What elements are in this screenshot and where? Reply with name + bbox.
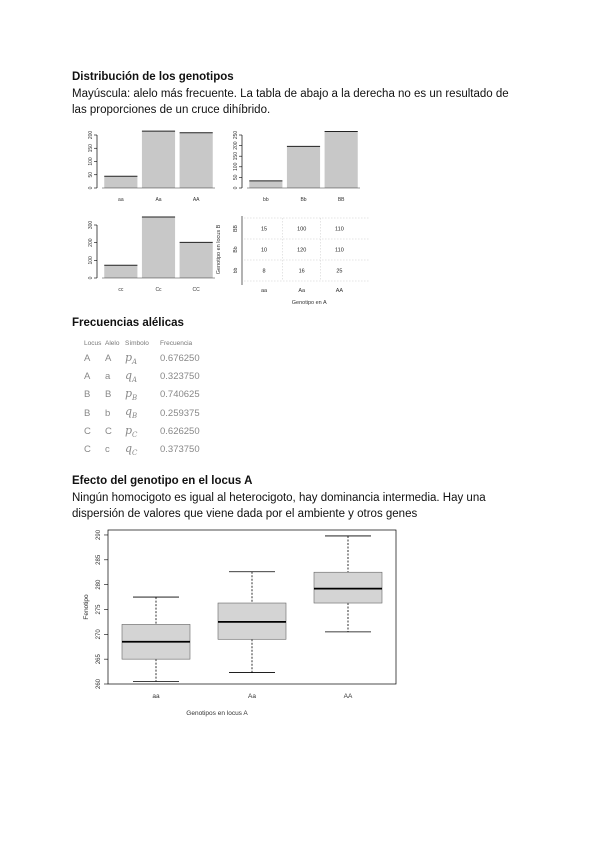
table-col-label: Aa	[298, 288, 306, 294]
symbol-cell: $q_B$	[125, 405, 138, 421]
header-locus: Locus	[84, 339, 102, 347]
y-tick-label: 0	[88, 186, 94, 190]
y-tick-label: 285	[96, 554, 102, 565]
x-tick-label: aa	[152, 693, 160, 700]
box-plot-locus-a	[78, 526, 404, 720]
y-tick-label: 200	[233, 141, 239, 150]
allele-frequency-table	[84, 337, 220, 459]
header-frequency: Frecuencia	[160, 339, 193, 347]
y-tick-label: 200	[88, 130, 94, 140]
y-tick-label: 100	[88, 157, 94, 166]
y-tick-label: 270	[96, 629, 102, 640]
x-axis-label: Genotipos en locus A	[186, 710, 248, 717]
x-tick-label: AA	[192, 197, 200, 203]
x-tick-label: Cc	[155, 287, 162, 293]
bar	[104, 176, 137, 188]
table-cell: 110	[335, 226, 344, 233]
allele-cell: c	[105, 444, 110, 456]
freq-table-row	[84, 367, 220, 385]
y-tick-label: 0	[233, 186, 239, 190]
symbol-cell: $p_C$	[125, 423, 138, 439]
y-tick-label: 280	[96, 579, 102, 590]
table-cell: 8	[262, 268, 266, 275]
freq-table-row	[84, 349, 220, 367]
frequency-cell: 0.676250	[160, 352, 200, 364]
table-cell: 120	[297, 247, 307, 254]
allele-cell: A	[105, 352, 112, 364]
x-tick-label: BB	[337, 197, 345, 203]
y-tick-label: 300	[88, 220, 94, 230]
y-tick-label: 50	[88, 171, 94, 178]
table-row-label: Bb	[233, 246, 239, 253]
y-tick-label: 0	[88, 276, 94, 280]
x-tick-label: CC	[192, 287, 200, 293]
table-cell: 10	[260, 247, 268, 254]
y-tick-label: 50	[233, 174, 239, 181]
frequency-cell: 0.323750	[160, 370, 200, 382]
table-xlabel: Genotipo en A	[291, 300, 327, 306]
table-cell: 15	[260, 226, 268, 233]
section-title-distribution: Distribución de los genotipos	[72, 71, 234, 83]
symbol-cell: $q_A$	[125, 368, 138, 385]
locus-cell: A	[84, 352, 91, 364]
bar-chart-c	[80, 212, 220, 294]
freq-table-row	[84, 422, 220, 440]
allele-cell: a	[105, 370, 111, 382]
section-text-effect: Ningún homocigoto es igual al heterocigoto, hay dominancia intermedia. Hay una dispersión de valores que viene dada por el ambiente y otros genes	[72, 492, 486, 520]
bar	[142, 217, 175, 278]
header-symbol: Símbolo	[125, 339, 149, 347]
freq-table-row	[84, 440, 220, 458]
y-tick-label: 200	[88, 238, 94, 247]
frequency-cell: 0.373750	[160, 444, 200, 456]
frequency-cell: 0.626250	[160, 425, 200, 437]
symbol-cell: $p_B$	[125, 387, 138, 403]
y-tick-label: 100	[88, 256, 94, 265]
table-cell: 110	[335, 247, 344, 254]
freq-table-row	[84, 386, 220, 404]
section-title-allelic: Frecuencias alélicas	[72, 317, 184, 329]
bar	[180, 242, 213, 278]
x-tick-label: AA	[343, 693, 353, 700]
bar	[142, 131, 175, 188]
bar-chart-b	[225, 122, 365, 204]
bar	[104, 265, 137, 278]
locus-cell: C	[84, 444, 91, 456]
symbol-cell: $p_A$	[125, 350, 138, 366]
section-title-effect: Efecto del genotipo en el locus A	[72, 475, 253, 487]
x-tick-label: cc	[118, 287, 124, 293]
table-col-label: aa	[260, 288, 268, 294]
box	[314, 572, 382, 603]
bar-chart-a	[80, 122, 220, 204]
table-cell: 100	[297, 226, 307, 233]
locus-cell: B	[84, 407, 91, 419]
locus-cell: C	[84, 425, 91, 437]
y-axis-label: Fenotipo	[83, 594, 90, 620]
x-tick-label: Bb	[300, 197, 307, 203]
genotype-table-ab	[210, 212, 370, 310]
table-row-label: BB	[233, 225, 239, 232]
allele-cell: C	[105, 425, 112, 437]
x-tick-label: aa	[118, 197, 124, 203]
freq-table-header	[84, 337, 220, 349]
bar	[325, 131, 358, 188]
y-tick-label: 150	[88, 144, 94, 153]
freq-table-row	[84, 404, 220, 422]
bar	[287, 146, 320, 188]
table-ylabel: Genotipo en locus B	[216, 224, 222, 275]
symbol-cell: $q_C$	[125, 442, 138, 458]
y-tick-label: 250	[233, 130, 239, 140]
frequency-cell: 0.259375	[160, 407, 200, 419]
y-tick-label: 150	[233, 152, 239, 161]
bar	[249, 181, 282, 188]
bar	[180, 133, 213, 188]
table-row-label: bb	[233, 267, 239, 274]
locus-cell: A	[84, 370, 91, 382]
allele-cell: B	[105, 389, 112, 401]
x-tick-label: Aa	[155, 197, 162, 203]
y-tick-label: 275	[96, 604, 102, 615]
table-col-label: AA	[335, 288, 344, 294]
allele-cell: b	[105, 407, 111, 419]
header-allele: Alelo	[105, 339, 120, 347]
x-tick-label: bb	[263, 197, 269, 203]
section-text-distribution: Mayúscula: alelo más frecuente. La tabla de abajo a la derecha no es un resultado de las proporciones de un cruce dihíbrido.	[72, 88, 509, 116]
y-tick-label: 265	[96, 654, 102, 665]
y-tick-label: 260	[96, 678, 102, 690]
y-tick-label: 290	[96, 529, 102, 540]
x-tick-label: Aa	[248, 693, 256, 700]
locus-cell: B	[84, 389, 91, 401]
frequency-cell: 0.740625	[160, 389, 200, 401]
table-cell: 16	[298, 268, 305, 275]
y-tick-label: 100	[233, 162, 239, 171]
table-cell: 25	[336, 268, 343, 275]
